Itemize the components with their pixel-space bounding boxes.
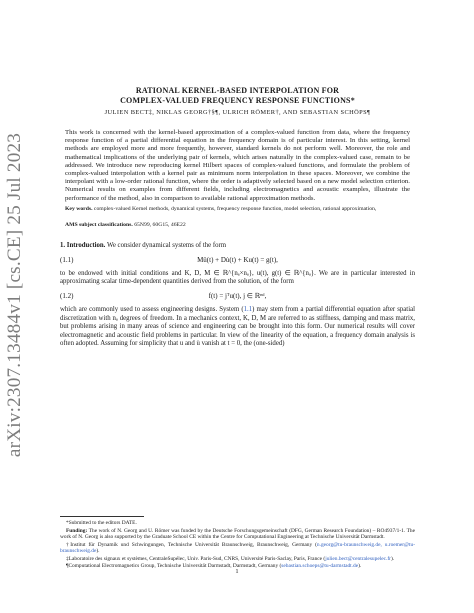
ams-label: AMS subject classifications.: [65, 222, 133, 229]
affiliation-1-close: ).: [96, 548, 100, 554]
paragraph-1: to be endowed with initial conditions and K, D, M ∈ ℝ^{nₐ×nₐ}, u(t), g(t) ∈ ℝ^{nₐ}. We are in particular interested in approximating scalar time-dependent quantities derived from the solution, of the form: [60, 269, 415, 286]
section-heading: 1. Introduction.: [60, 242, 106, 250]
equation-body: f(t) = jᵀu(t), j ∈ ℝⁿᵈ,: [208, 292, 267, 301]
affiliation-3-close: ).: [358, 563, 362, 569]
funding-label: Funding:: [66, 527, 88, 534]
affiliation-2-email-link[interactable]: julien.bect@centralesupelec.fr: [325, 555, 391, 562]
arxiv-stamp: [2, 132, 28, 458]
arxiv-stamp-text: arXiv:2307.13484v1 [cs.CE] 25 Jul 2023: [4, 132, 26, 458]
funding-text: The work of N. Georg and U. Römer was funded by the Deutsche Forschungsgemeinschaft (DFG, German Research Foundation) – RO4937/1-1. The work of N. Georg is also supported by the Graduate School CE within the Centre for Computational Engineering at Technische Universität Darmstadt.: [60, 527, 415, 540]
equation-number: (1.1): [60, 255, 74, 264]
keywords: [60, 206, 415, 213]
equation-number: (1.2): [60, 292, 74, 301]
title-line-1: RATIONAL KERNEL-BASED INTERPOLATION FOR: [135, 86, 340, 95]
affiliation-3-email-link[interactable]: sebastian.schoeps@tu-darmstadt.de: [281, 563, 359, 569]
ams-classification: [60, 222, 415, 229]
author-list: JULIEN BECT‡, NIKLAS GEORG†§¶, ULRICH RÖMER†, AND SEBASTIAN SCHÖPS¶: [104, 109, 371, 116]
footnote-funding: [60, 528, 415, 541]
keywords-text: complex-valued Kernel methods, dynamical systems, frequency response function, model selection, rational approximation,: [93, 205, 377, 212]
equation-body: Mü(t) + Du̇(t) + Ku(t) = g(t),: [197, 255, 278, 264]
ams-text: 65N99, 60G15, 46E22: [134, 222, 186, 229]
paragraph-2-start: which are commonly used to assess engineering designs. System (: [60, 306, 244, 314]
paragraph-2: [60, 306, 415, 349]
footnote-affiliation-1: [60, 542, 415, 555]
affiliation-2-close: ).: [390, 555, 395, 562]
title-line-2: COMPLEX-VALUED FREQUENCY RESPONSE FUNCTIONS*: [120, 96, 355, 105]
equation-ref-link[interactable]: 1.1: [243, 306, 253, 314]
equation-1-2: [60, 287, 415, 306]
affiliation-1-text: †Institut für Dynamik und Schwingungen, Technische Universität Braunschweig, Braunschweig, Germany (: [66, 541, 317, 548]
affiliation-3-text: ¶Computational Electromagnetics Group, Technische Universität Darmstadt, Darmstadt, Germany (: [66, 563, 282, 569]
equation-1-1: [60, 251, 415, 270]
footnote-affiliation-2: [60, 556, 415, 563]
abstract: This work is concerned with the kernel-based approximation of a complex-valued function from data, where the frequency response function of a partial differential equation in the frequency domain is of particular interest. In this setting, kernel methods are employed more and more frequently, however, standard kernels do not perform well. Moreover, the role and mathematical implications of the underlying pair of kernels, which arises naturally in the complex-valued case, remain to be addressed. We introduce new reproducing kernel Hilbert spaces of complex-valued functions, and formulate the problem of complex-valued interpolation with a kernel pair as minimum norm interpolation in these spaces. Moreover, we combine the interpolant with a low-order rational function, where the order is adaptively selected based on a new model selection criterion. Numerical results on examples from different fields, including electromagnetics and acoustic examples, illustrate the performance of the method, also in comparison to available rational approximation methods.: [65, 129, 410, 202]
keywords-label: Key words.: [65, 205, 93, 212]
paragraph-2-rest: ) may stem from a partial differential equation after spatial discretization with nₐ degrees of freedom. In a mechanics context, K, D, M are referred to as stiffness, damping and mass matrix, but problems arising in many areas of science and engineering can be brought into this form. Our numerical results will cover electromagnetic and acoustic field problems in particular. In view of the linearity of the equation, a frequency domain analysis is often adopted. Assuming for simplicity that u and u̇ vanish at t = 0, the (one-sided): [60, 306, 415, 348]
footnotes: [60, 516, 415, 571]
section-1-intro: [60, 242, 415, 250]
affiliation-2-text: ‡Laboratoire des signaux et systèmes, CentraleSupélec, Univ. Paris-Sud, CNRS, Université Paris-Saclay, Paris, France (: [66, 555, 326, 562]
affiliation-1-email-link[interactable]: n.georg@tu-braunschweig.de, u.roemer@tu-braunschweig.de: [60, 541, 416, 554]
paper-title: [60, 86, 415, 106]
section-lead: We consider dynamical systems of the form: [106, 242, 227, 250]
main-content: [60, 86, 415, 349]
page-number: 1: [235, 568, 239, 575]
footnote-submitted: *Submitted to the editors DATE.: [66, 520, 137, 526]
footnote-divider: [60, 516, 144, 517]
